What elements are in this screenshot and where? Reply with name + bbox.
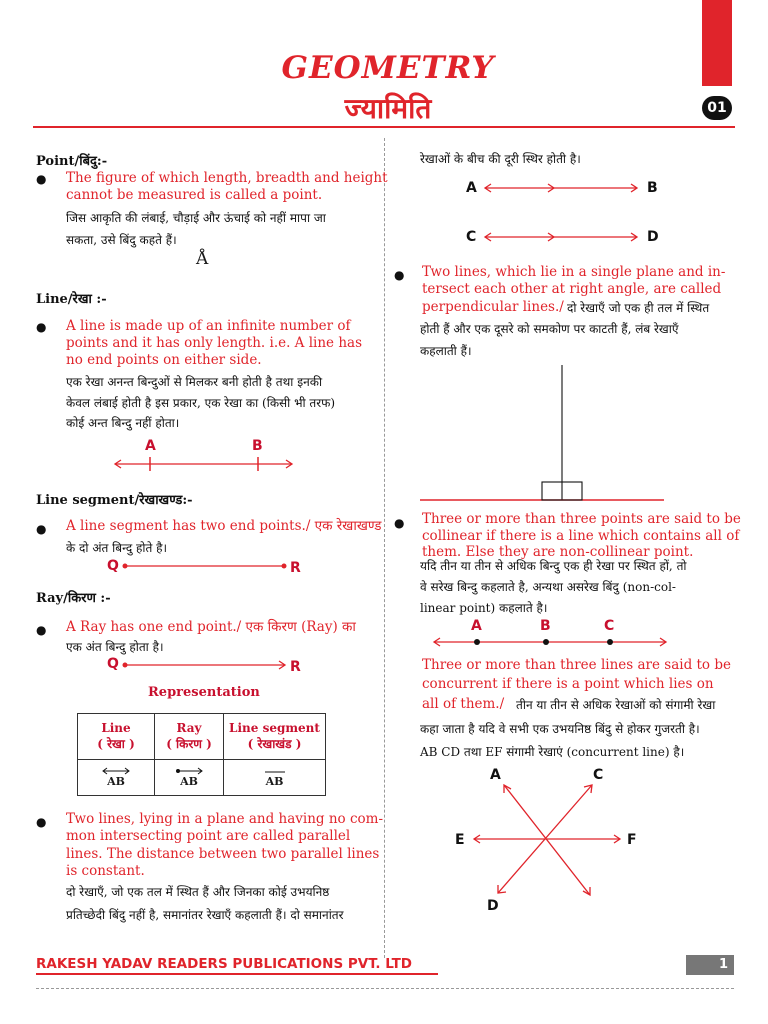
- ray-heading: Ray/किरण :-: [36, 591, 111, 606]
- parallel-hi-1: दो रेखाएँ, जो एक तल में स्थित हैं और जिनका कोई उभयनिष्ठ: [66, 885, 330, 899]
- line-heading: Line/रेखा :-: [36, 292, 107, 307]
- collinear-hi-1: यदि तीन या तीन से अधिक बिन्दु एक ही रेखा पर स्थित हों, तो: [420, 559, 687, 573]
- concurrent-en-1: Three or more than three lines are said to be: [422, 657, 731, 673]
- line-en-3: no end points on either side.: [66, 352, 262, 368]
- point-hi-1: जिस आकृति की लंबाई, चौड़ाई और ऊंचाई को नहीं मापा जा: [66, 211, 326, 225]
- perpendicular-lines-diagram: [418, 362, 668, 504]
- segment-text-2: के दो अंत बिन्दु होते है।: [66, 541, 168, 555]
- page-number: 1: [686, 955, 734, 975]
- segment-heading: Line segment/रेखाखण्ड:-: [36, 493, 193, 508]
- collinear-hi-2: वे सरेख बिन्दु कहलाते है, अन्यथा असरेख बिंदु (non-col-: [420, 580, 676, 594]
- ray-arrow-icon: [174, 767, 204, 775]
- ray-label-q: Q: [107, 656, 119, 672]
- concurrent-en-2: concurrent if there is a point which lies on: [422, 676, 714, 692]
- collinear-points-diagram: [430, 635, 670, 649]
- concurrent-label-a: A: [490, 767, 501, 783]
- parallel-label-c: C: [466, 229, 477, 245]
- representation-title: Representation: [148, 685, 260, 700]
- ray-label-r: R: [290, 659, 301, 675]
- ray-diagram: [122, 659, 288, 671]
- bullet-icon: ●: [394, 268, 405, 282]
- footer-divider: [36, 988, 734, 989]
- parallel-lines-diagram: [480, 180, 642, 250]
- concurrent-lines-diagram: [460, 775, 630, 905]
- parallel-en-3: lines. The distance between two parallel lines: [66, 846, 380, 862]
- perpendicular-en-1: Two lines, which lie in a single plane and in-: [422, 264, 726, 280]
- publisher-name: RAKESH YADAV READERS PUBLICATIONS PVT. LTD: [36, 956, 412, 972]
- line-label-a: A: [145, 438, 156, 454]
- parallel-label-a: A: [466, 180, 477, 196]
- chapter-number-badge: 01: [702, 96, 732, 120]
- concurrent-label-f: F: [627, 832, 637, 848]
- collinear-label-a: A: [471, 618, 482, 634]
- table-header-segment: Line segment ( रेखाखंड ): [224, 714, 326, 760]
- line-hi-2: केवल लंबाई होती है इस प्रकार, एक रेखा का (किसी भी तरफ): [66, 396, 336, 410]
- concurrent-hi-1: कहा जाता है यदि वे सभी एक उभयनिष्ठ बिंदु से होकर गुजरती है।: [420, 722, 700, 736]
- collinear-label-b: B: [540, 618, 551, 634]
- parallel-en-2: mon intersecting point are called parallel: [66, 828, 351, 844]
- parallel-hi-3: रेखाओं के बीच की दूरी स्थिर होती है।: [420, 152, 581, 166]
- segment-label-r: R: [290, 560, 301, 576]
- segment-diagram: [122, 560, 288, 572]
- concurrent-label-d: D: [487, 898, 499, 914]
- table-header-line: Line ( रेखा ): [78, 714, 155, 760]
- line-hi-3: कोई अन्त बिन्दु नहीं होता।: [66, 416, 180, 430]
- bullet-icon: ●: [36, 320, 47, 334]
- concurrent-label-c: C: [593, 767, 604, 783]
- bullet-icon: ●: [36, 522, 47, 536]
- line-label-b: B: [252, 438, 263, 454]
- point-heading: Point/बिंदु:-: [36, 154, 108, 169]
- bullet-icon: ●: [36, 815, 47, 829]
- title-rule: [33, 126, 735, 128]
- column-divider: [384, 138, 385, 958]
- line-hi-1: एक रेखा अनन्त बिन्दुओं से मिलकर बनी होती है तथा इनकी: [66, 375, 323, 389]
- perpendicular-hi-inline: दो रेखाएँ जो एक ही तल में स्थित: [567, 301, 710, 315]
- concurrent-hi-2: AB CD तथा EF संगामी रेखाएं (concurrent line) है।: [420, 745, 685, 759]
- line-diagram: [112, 455, 296, 475]
- perpendicular-hi-1: होती हैं और एक दूसरे को समकोण पर काटती हैं, लंब रेखाएँ: [420, 322, 679, 336]
- concurrent-en-3: all of them./: [422, 696, 505, 712]
- segment-bar-icon: [264, 767, 286, 775]
- segment-label-q: Q: [107, 558, 119, 574]
- table-cell-segment-symbol: AB: [224, 760, 326, 796]
- collinear-en-1: Three or more than three points are said to be: [422, 511, 741, 527]
- parallel-en-1: Two lines, lying in a plane and having no com-: [66, 811, 383, 827]
- perpendicular-en-3: perpendicular lines./: [422, 299, 564, 315]
- line-en-1: A line is made up of an infinite number of: [66, 318, 351, 334]
- point-hi-2: सकता, उसे बिंदु कहते हैं।: [66, 233, 177, 247]
- bullet-icon: ●: [36, 172, 47, 186]
- collinear-hi-3: linear point) कहलाते है।: [420, 601, 548, 615]
- parallel-label-b: B: [647, 180, 658, 196]
- line-en-2: points and it has only length. i.e. A line has: [66, 335, 363, 351]
- bullet-icon: ●: [394, 516, 405, 530]
- concurrent-hi-inline: तीन या तीन से अधिक रेखाओं को संगामी रेखा: [516, 698, 716, 712]
- collinear-label-c: C: [604, 618, 615, 634]
- perpendicular-en-2: tersect each other at right angle, are called: [422, 281, 722, 297]
- ray-text-2: एक अंत बिन्दु होता है।: [66, 640, 164, 654]
- collinear-en-2: collinear if there is a line which contains all of: [422, 528, 740, 544]
- page-title-hindi: ज्यामिति: [344, 92, 432, 125]
- representation-table: [77, 713, 326, 796]
- segment-text-1: A line segment has two end points./ एक रेखाखण्ड: [66, 518, 382, 534]
- page-title: GEOMETRY: [281, 50, 495, 86]
- publisher-underline: [36, 973, 438, 975]
- double-arrow-icon: [101, 767, 131, 775]
- table-cell-line-symbol: AB: [78, 760, 155, 796]
- perpendicular-hi-2: कहलाती हैं।: [420, 344, 472, 358]
- table-cell-ray-symbol: AB: [155, 760, 224, 796]
- parallel-hi-2: प्रतिच्छेदी बिंदु नहीं है, समानांतर रेखाएँ कहलाती हैं। दो समानांतर: [66, 908, 344, 922]
- table-header-ray: Ray ( किरण ): [155, 714, 224, 760]
- parallel-en-4: is constant.: [66, 863, 145, 879]
- point-symbol: Å: [196, 249, 209, 269]
- point-en-1: The figure of which length, breadth and height: [66, 170, 388, 186]
- ray-text-1: A Ray has one end point./ एक किरण (Ray) का: [66, 619, 356, 635]
- parallel-label-d: D: [647, 229, 659, 245]
- point-en-2: cannot be measured is called a point.: [66, 187, 323, 203]
- concurrent-label-e: E: [455, 832, 465, 848]
- collinear-en-3: them. Else they are non-collinear point.: [422, 544, 694, 560]
- bullet-icon: ●: [36, 623, 47, 637]
